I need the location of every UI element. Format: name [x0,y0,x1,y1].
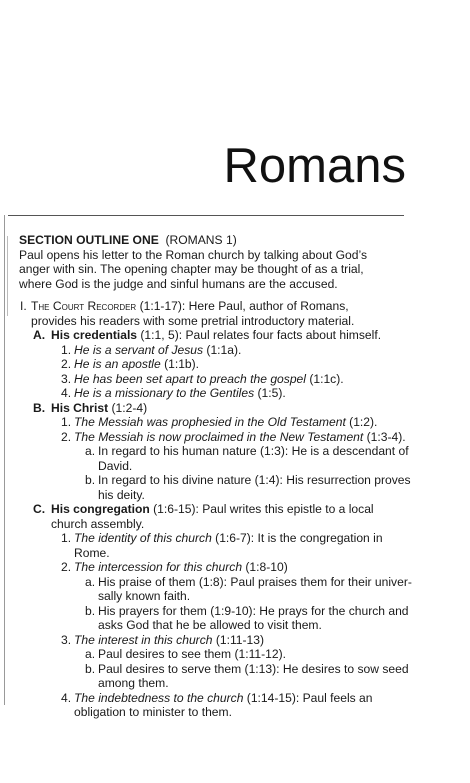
outline-item-A3 [19,372,419,387]
outline-number: 4. [61,690,72,705]
outline-item-A1 [19,343,419,358]
outline-number: 3. [61,371,72,386]
outline-item-B [19,401,419,416]
outline-number: 1. [61,342,72,357]
margin-rule [4,215,5,705]
outline-text: (1:6-15): Paul writes this epistle to a local [149,502,374,516]
outline-letter: B. [33,400,46,415]
outline-continuation: obligation to minister to them. [74,705,232,719]
outline-italic: The Messiah is now proclaimed in the New Testament [74,429,364,444]
section-intro [19,248,419,292]
outline-item-C3 [19,633,419,648]
outline-item-B2a [19,444,419,459]
outline-number: 1. [61,531,72,545]
outline-letter: b. [85,661,96,676]
outline-text: (1:3-4). [363,429,406,444]
header-rule [8,215,404,216]
outline-item-C2 [19,560,419,575]
margin-rule-inner [7,236,8,316]
outline-continuation: among them. [98,676,169,690]
outline-text: (1:1b). [160,357,200,371]
outline-number: 2. [61,429,72,444]
outline-letter: C. [33,502,46,516]
intro-line: anger with sin. The opening chapter may be thought of as a trial, [19,262,364,276]
outline-italic: The identity of this church [74,531,212,545]
outline-continuation: sally known faith. [98,589,191,603]
outline-item-C3a [19,647,419,662]
outline-text: Paul desires to see them (1:11-12). [98,647,286,661]
outline-number: 2. [61,357,72,371]
outline-italic: The indebtedness to the church [74,690,244,705]
outline-text: (1:1a). [203,342,242,357]
outline-continuation: asks God that he be allowed to visit them. [98,618,322,632]
outline-text: His praise of them (1:8): Paul praises them for their univer- [98,574,412,589]
outline-letter: a. [85,444,96,458]
intro-line: Paul opens his letter to the Roman church by talking about God’s [19,247,368,262]
outline-item-I [19,299,419,314]
outline-continuation: provides his readers with some pretrial introductory material. [31,313,355,328]
outline-content [19,233,419,720]
outline-text: (1:1-17): Here Paul, author of Romans, [136,299,349,313]
outline-item-A [19,328,419,343]
outline-letter: b. [85,473,96,487]
outline-text: (1:6-7): It is the congregation in [211,531,383,545]
outline-text: (1:14-15): Paul feels an [243,690,373,705]
section-heading-ref: (ROMANS 1) [165,233,237,247]
outline-letter: A. [33,328,46,342]
outline-italic: The interest in this church [74,632,213,647]
outline-number: 1. [61,415,72,429]
outline-text: His prayers for them (1:9-10): He prays for the church and [98,603,409,618]
outline-text: (1:1, 5): Paul relates four facts about himself. [137,328,382,342]
outline-item-B1 [19,415,419,430]
outline-italic: He is an apostle [74,357,161,371]
outline-number: I. [20,299,27,313]
outline-italic: He is a servant of Jesus [74,342,204,357]
outline-item-C2b [19,604,419,619]
chapter-title: Romans [223,139,406,193]
outline-italic: He is a missionary to the Gentiles [74,386,255,400]
outline-title: The Court Recorder [31,299,137,313]
outline-italic: The Messiah was prophesied in the Old Testament [74,415,346,429]
outline-letter: a. [85,574,96,589]
outline-text: In regard to his human nature (1:3): He is a descendant of [98,444,409,458]
outline-title: His congregation [51,502,150,516]
outline-number: 4. [61,386,72,400]
outline-continuation: Rome. [74,545,110,560]
outline-item-C2a [19,575,419,590]
intro-line: where God is the judge and sinful humans are the accused. [19,276,338,291]
outline-continuation: church assembly. [51,516,145,531]
outline-text: Paul desires to serve them (1:13): He desires to sow seed [98,661,409,676]
outline-text: (1:2-4) [108,400,148,415]
outline-letter: b. [85,603,96,618]
section-heading-text: SECTION OUTLINE ONE [19,233,159,247]
outline-title: His Christ [51,400,109,415]
outline-text: (1:2). [345,415,378,429]
outline-italic: The intercession for this church [74,560,243,574]
outline-letter: a. [85,647,96,661]
outline-item-B2 [19,430,419,445]
outline-title: His credentials [51,328,138,342]
outline-item-A2 [19,357,419,372]
outline-item-B2b [19,473,419,488]
outline-text: (1:8-10) [242,560,288,574]
outline-number: 2. [61,560,72,574]
outline-number: 3. [61,632,72,647]
outline-text: (1:1c). [305,371,344,386]
outline-text: (1:11-13) [212,632,265,647]
outline-item-C3b [19,662,419,677]
outline-continuation: David. [98,458,133,473]
outline-item-C1 [19,531,419,546]
outline-item-C4 [19,691,419,706]
outline-text: (1:5). [254,386,286,400]
outline-item-A4 [19,386,419,401]
outline-text: In regard to his divine nature (1:4): His resurrection proves [98,473,411,487]
section-heading [19,233,419,248]
outline-continuation: his deity. [98,487,145,502]
outline-italic: He has been set apart to preach the gospel [74,371,306,386]
outline-item-C [19,502,419,517]
